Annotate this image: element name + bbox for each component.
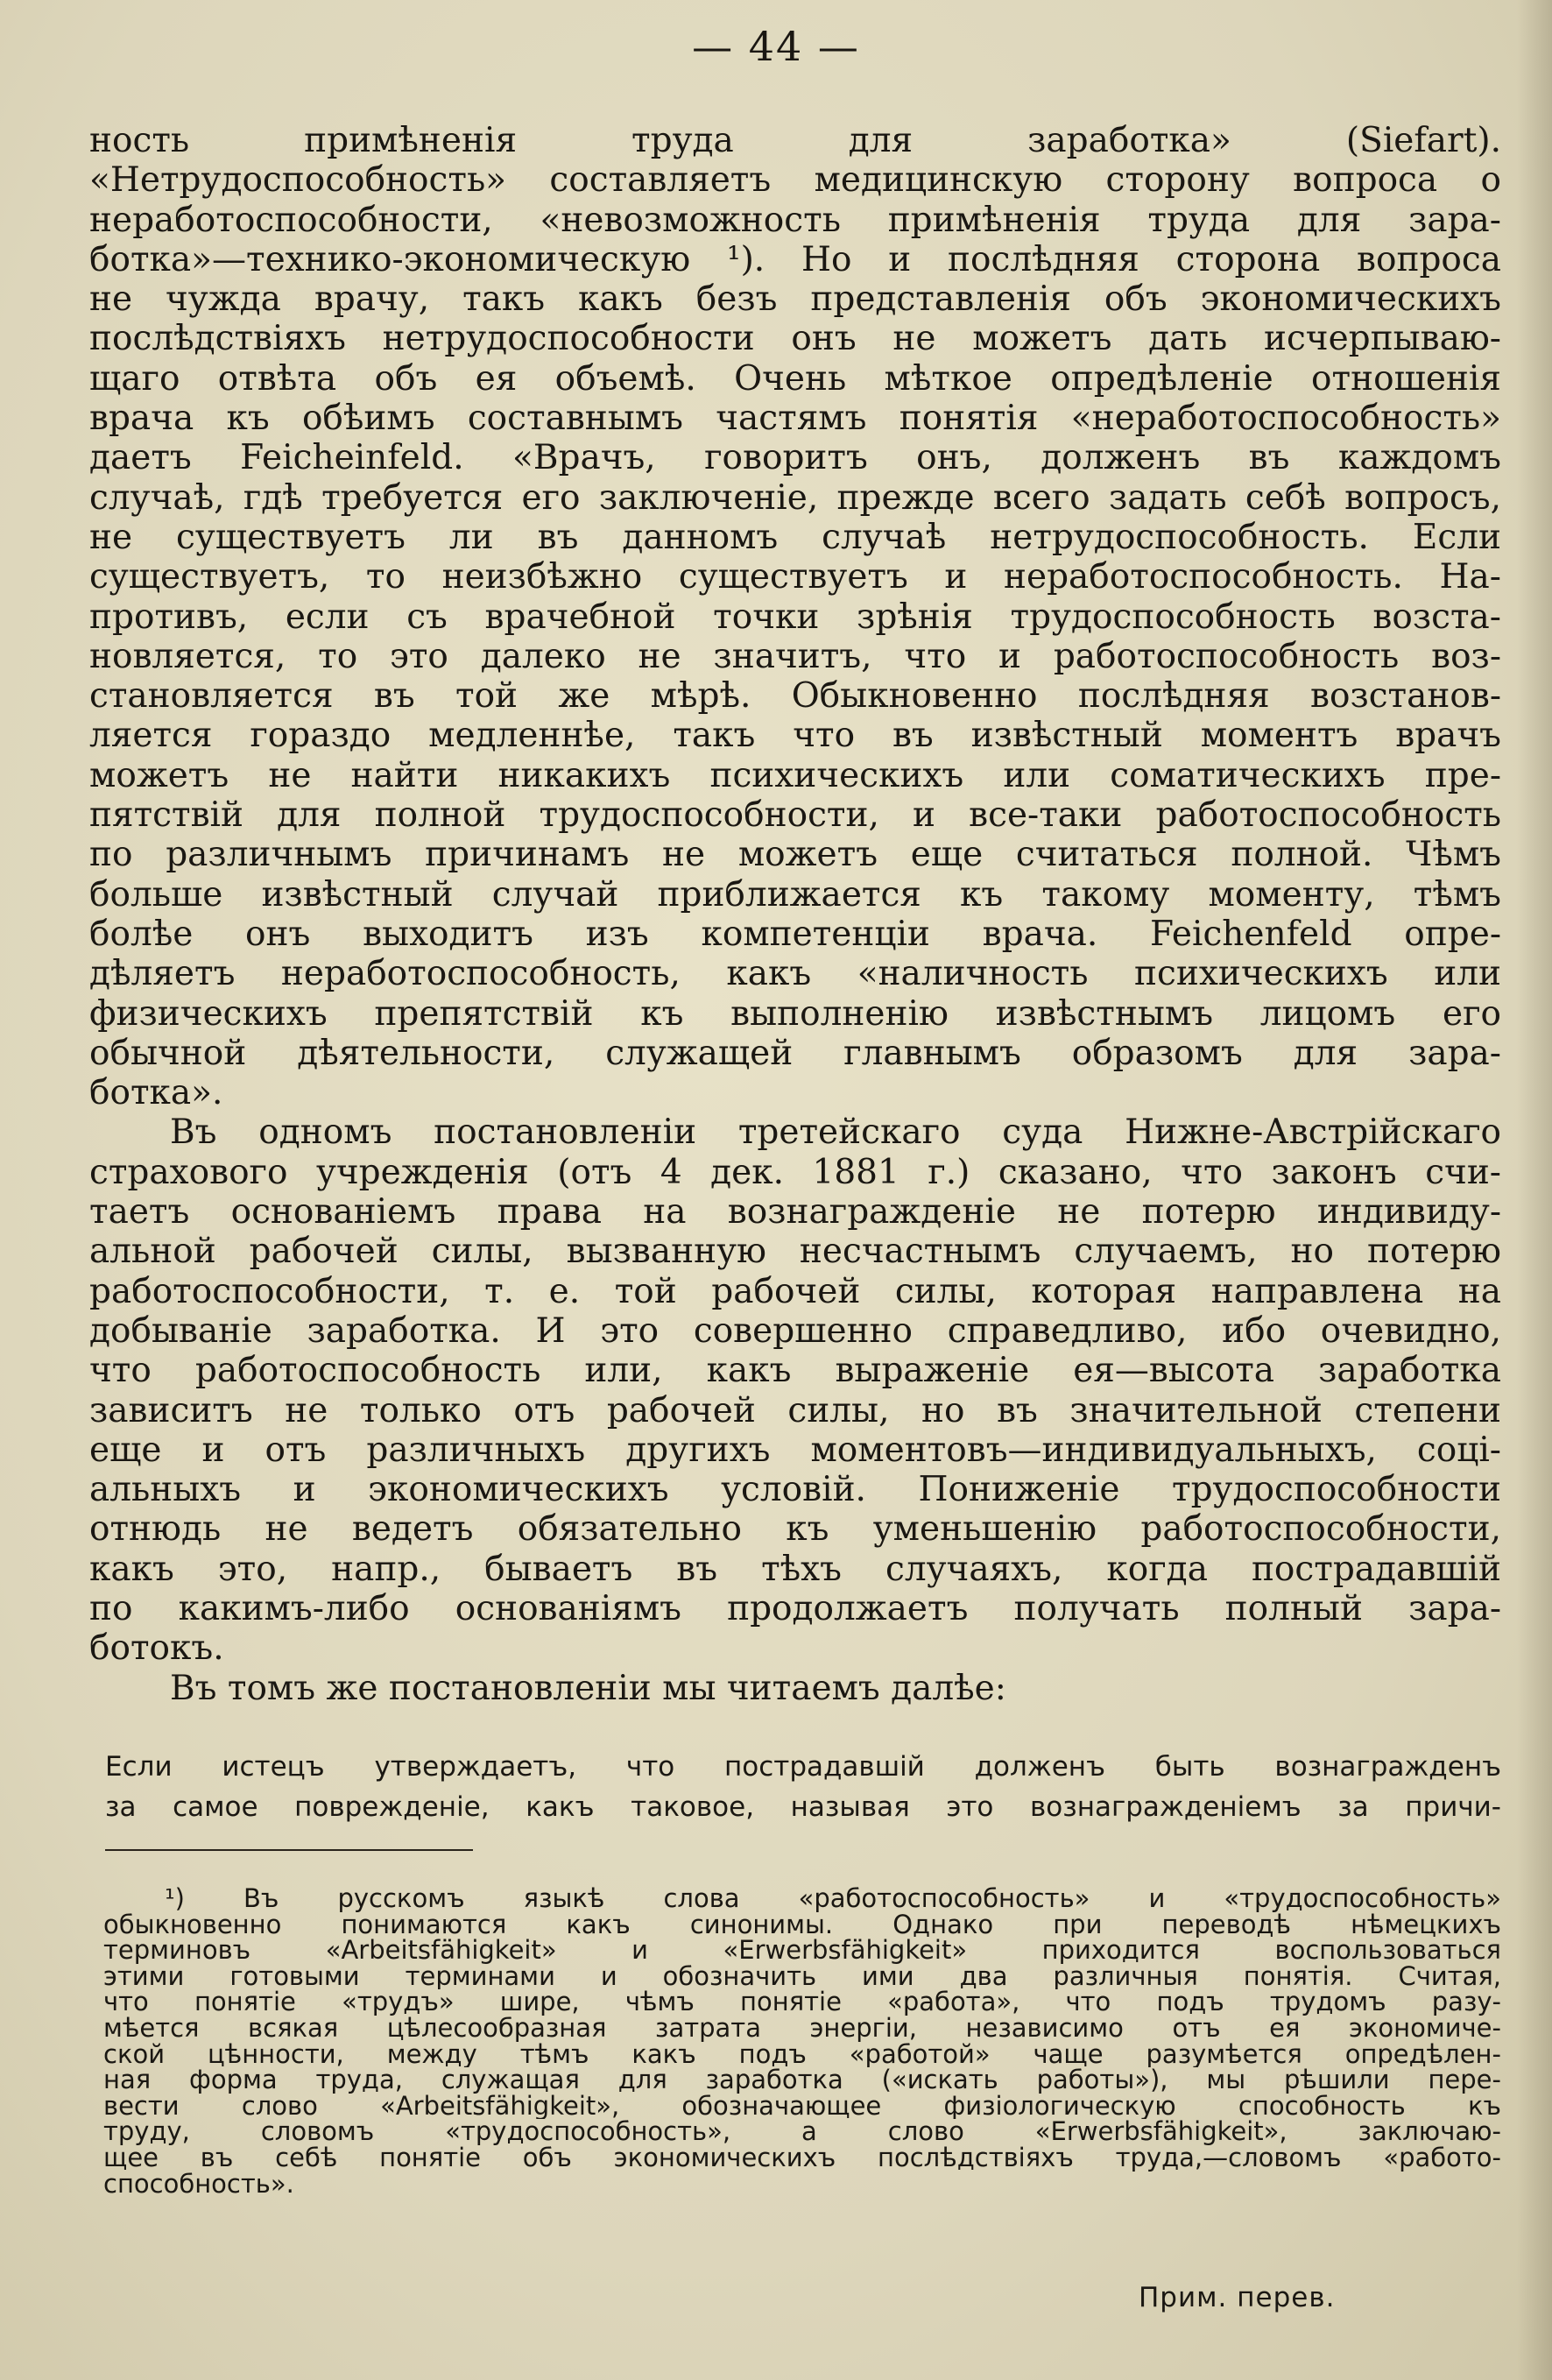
text-line: зависитъ не только отъ рабочей силы, но въ значительной степени	[89, 1390, 1501, 1430]
paragraph-3	[89, 1669, 1501, 1708]
page-number: — 44 —	[692, 23, 860, 70]
footnote-line: способность».	[103, 2171, 294, 2198]
text-line: работоспособности, т. е. той рабочей силы, которая направлена на	[89, 1271, 1501, 1311]
footnote-line: вести слово «Arbeitsfähigkeit», обозначающее физіологическую способность къ	[103, 2093, 1501, 2120]
text-line: можетъ не найти никакихъ психическихъ или соматическихъ пре-	[89, 755, 1501, 795]
main-text	[89, 121, 1501, 1708]
text-line: дѣляетъ неработоспособность, какъ «наличность психическихъ или	[89, 954, 1501, 994]
translator-note-signature: Прим. перев.	[1139, 2282, 1336, 2313]
text-line: по различнымъ причинамъ не можетъ еще считаться полной. Чѣмъ	[89, 835, 1501, 875]
text-line: Въ томъ же постановленіи мы читаемъ далѣе:	[170, 1668, 1006, 1708]
footnote-line: обыкновенно понимаются какъ синонимы. Однако при переводѣ нѣмецкихъ	[103, 1911, 1501, 1939]
text-line: болѣе онъ выходитъ изъ компетенціи врача. Feichenfeld опре-	[89, 914, 1501, 954]
footnote-line: этими готовыми терминами и обозначить ими два различныя понятія. Считая,	[103, 1963, 1501, 1990]
text-line: послѣдствіяхъ нетрудоспособности онъ не можетъ дать исчерпываю-	[89, 319, 1501, 359]
text-line: какъ это, напр., бываетъ въ тѣхъ случаяхъ, когда пострадавшій	[89, 1549, 1501, 1589]
text-line: противъ, если съ врачебной точки зрѣнія трудоспособность возста-	[89, 597, 1501, 637]
footnote-divider	[105, 1849, 473, 1851]
text-line: становляется въ той же мѣрѣ. Обыкновенно послѣдняя возстанов-	[89, 676, 1501, 717]
page-edge-shadow	[1517, 0, 1552, 2380]
text-line: новляется, то это далеко не значитъ, что и работоспособность воз-	[89, 636, 1501, 676]
text-line: страхового учрежденія (отъ 4 дек. 1881 г.) сказано, что законъ счи-	[89, 1152, 1501, 1192]
text-line: врача къ обѣимъ составнымъ частямъ понятія «неработоспособность»	[89, 399, 1501, 439]
quoted-passage	[105, 1747, 1501, 1827]
text-line: щаго отвѣта объ ея объемѣ. Очень мѣткое опредѣленіе отношенія	[89, 358, 1501, 399]
text-line: «Нетрудоспособность» составляетъ медицинскую сторону вопроса о	[89, 160, 1501, 201]
footnote-line: терминовъ «Arbeitsfähigkeit» и «Erwerbsfähigkeit» приходится воспользоваться	[103, 1938, 1501, 1964]
footnote-line: труду, словомъ «трудоспособность», а слово «Erwerbsfähigkeit», заключаю-	[103, 2119, 1501, 2145]
text-line: случаѣ, гдѣ требуется его заключеніе, прежде всего задать себѣ вопросъ,	[89, 477, 1501, 518]
text-line: ность примѣненія труда для заработка» (Siefart).	[89, 121, 1501, 160]
footnote-line: что понятіе «трудъ» шире, чѣмъ понятіе «работа», что подъ трудомъ разу-	[103, 1989, 1501, 2016]
text-line: физическихъ препятствій къ выполненію извѣстнымъ лицомъ его	[89, 993, 1501, 1034]
text-line: существуетъ, то неизбѣжно существуетъ и неработоспособность. На-	[89, 557, 1501, 597]
text-line: ботокъ.	[89, 1628, 224, 1669]
text-line: по какимъ-либо основаніямъ продолжаетъ получать полный зара-	[89, 1588, 1501, 1628]
paragraph-1	[89, 121, 1501, 1112]
text-line: обычной дѣятельности, служащей главнымъ образомъ для зара-	[89, 1033, 1501, 1073]
text-line: альной рабочей силы, вызванную несчастнымъ случаемъ, но потерю	[89, 1232, 1501, 1272]
text-line: не существуетъ ли въ данномъ случаѣ нетрудоспособность. Если	[89, 517, 1501, 557]
footnote-line: ная форма труда, служащая для заработка («искать работы»), мы рѣшили пере-	[103, 2067, 1501, 2094]
footnote	[103, 1886, 1501, 2197]
text-line: добываніе заработка. И это совершенно справедливо, ибо очевидно,	[89, 1310, 1501, 1351]
text-line: что работоспособность или, какъ выраженіе ея—высота заработка	[89, 1351, 1501, 1391]
text-line: ботка»—технико-экономическую ¹). Но и послѣдняя сторона вопроса	[89, 239, 1501, 279]
text-line: пятствій для полной трудоспособности, и все-таки работоспособность	[89, 795, 1501, 836]
text-line: еще и отъ различныхъ другихъ моментовъ—индивидуальныхъ, соці-	[89, 1430, 1501, 1470]
footnote-line: ской цѣнности, между тѣмъ какъ подъ «работой» чаще разумѣется опредѣлен-	[103, 2041, 1501, 2068]
text-line: альныхъ и экономическихъ условій. Пониженіе трудоспособности	[89, 1470, 1501, 1510]
text-line: больше извѣстный случай приближается къ такому моменту, тѣмъ	[89, 874, 1501, 915]
text-line: не чужда врачу, такъ какъ безъ представленія объ экономическихъ	[89, 279, 1501, 320]
text-line: Въ одномъ постановленіи третейскаго суда Нижне-Австрійскаго	[170, 1112, 1501, 1153]
footnote-line: щее въ себѣ понятіе объ экономическихъ послѣдствіяхъ труда,—словомъ «работо-	[103, 2144, 1501, 2172]
text-line: таетъ основаніемъ права на вознагражденіе не потерю индивиду-	[89, 1192, 1501, 1232]
text-line: ботка».	[89, 1073, 223, 1113]
text-line: отнюдь не ведетъ обязательно къ уменьшенію работоспособности,	[89, 1509, 1501, 1550]
quote-line: Если истецъ утверждаетъ, что пострадавшій долженъ быть вознагражденъ	[105, 1751, 1501, 1783]
text-line: даетъ Feicheinfeld. «Врачъ, говоритъ онъ, долженъ въ каждомъ	[89, 438, 1501, 478]
text-line: ляется гораздо медленнѣе, такъ что въ извѣстный моментъ врачъ	[89, 716, 1501, 756]
quote-line: за самое поврежденіе, какъ таковое, называя это вознагражденіемъ за причи-	[105, 1791, 1501, 1823]
text-line: неработоспособности, «невозможность примѣненія труда для зара-	[89, 200, 1501, 240]
footnote-line: ¹) Въ русскомъ языкѣ слова «работоспособность» и «трудоспособность»	[165, 1886, 1501, 1912]
footnote-line: мѣется всякая цѣлесообразная затрата энергіи, независимо отъ ея экономиче-	[103, 2015, 1501, 2042]
paragraph-2	[89, 1112, 1501, 1668]
